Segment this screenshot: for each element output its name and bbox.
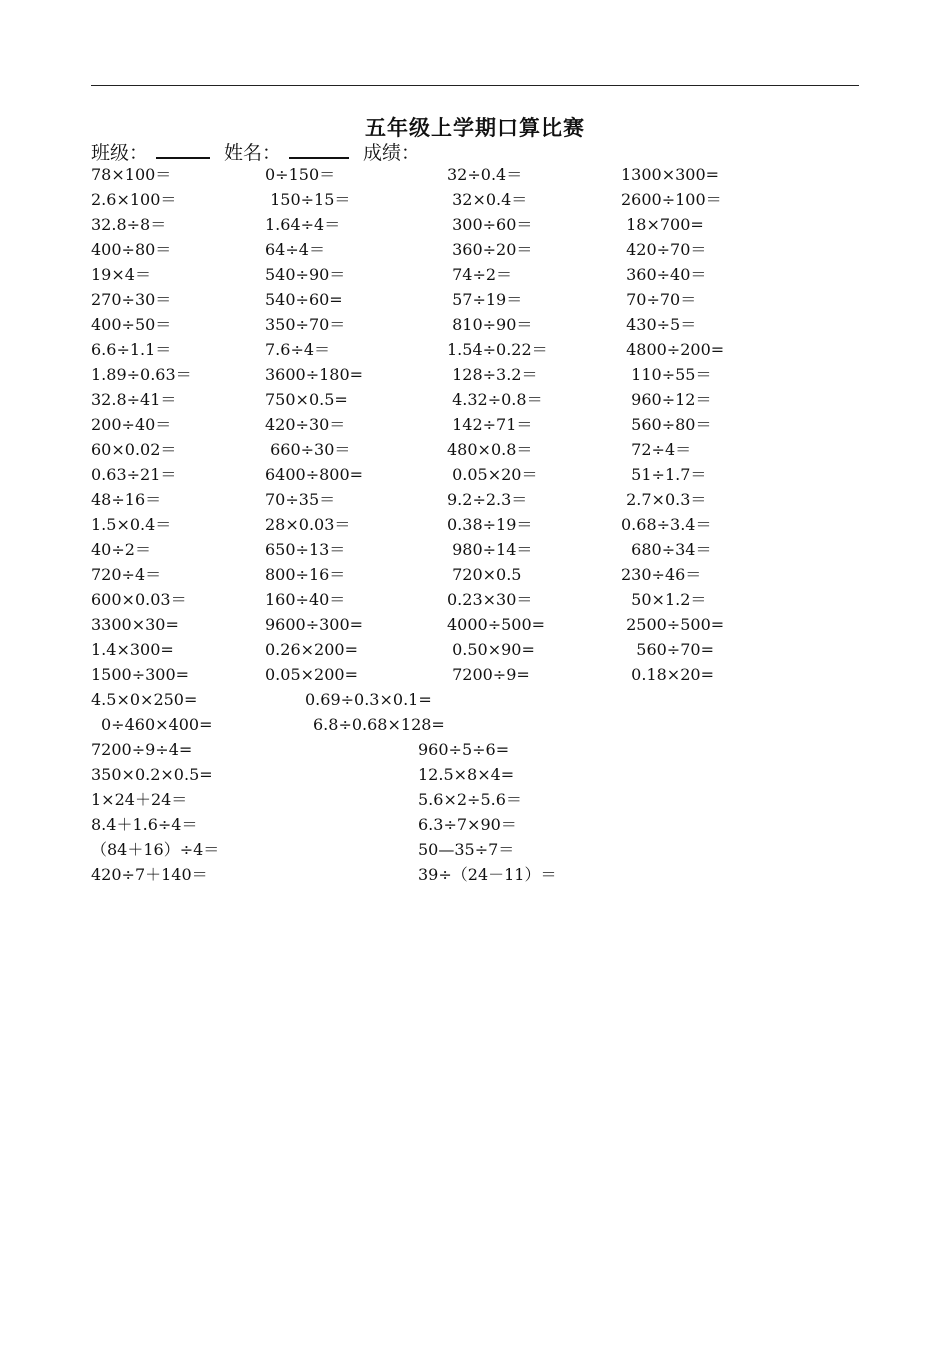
problem-row bbox=[0, 587, 950, 612]
problem-item: 430÷5＝ bbox=[621, 315, 697, 334]
problem-item: 420÷70＝ bbox=[621, 240, 707, 259]
problem-item: 2.7×0.3＝ bbox=[621, 490, 707, 509]
problem-row bbox=[0, 287, 950, 312]
problem-item: 1.64÷4＝ bbox=[265, 215, 341, 234]
problem-item: 600×0.03＝ bbox=[91, 590, 187, 609]
problem-row bbox=[0, 437, 950, 462]
name-blank[interactable] bbox=[289, 139, 349, 159]
problem-row bbox=[0, 662, 950, 687]
problem-item: 160÷40＝ bbox=[265, 590, 346, 609]
problem-item: 28×0.03＝ bbox=[265, 515, 351, 534]
problem-row bbox=[0, 837, 950, 862]
problem-item: 0.50×90= bbox=[447, 640, 535, 659]
problem-row bbox=[0, 562, 950, 587]
problem-row bbox=[0, 537, 950, 562]
problem-item: 5.6×2÷5.6＝ bbox=[418, 790, 522, 809]
problem-row bbox=[0, 637, 950, 662]
problem-item: 300÷60＝ bbox=[447, 215, 533, 234]
problem-row bbox=[0, 312, 950, 337]
problem-item: 40÷2＝ bbox=[91, 540, 151, 559]
class-label: 班级： bbox=[91, 142, 149, 164]
problem-item: 960÷5÷6= bbox=[418, 740, 510, 759]
problem-item: 230÷46＝ bbox=[621, 565, 702, 584]
problem-item: 8.4＋1.6÷4＝ bbox=[91, 815, 198, 834]
score-label: 成绩： bbox=[363, 142, 421, 164]
problem-item: 420÷30＝ bbox=[265, 415, 346, 434]
problem-item: 2500÷500= bbox=[621, 615, 725, 634]
problem-item: 72÷4＝ bbox=[621, 440, 692, 459]
problem-item: 650÷13＝ bbox=[265, 540, 346, 559]
problem-item: 270÷30＝ bbox=[91, 290, 172, 309]
problem-row bbox=[0, 787, 950, 812]
problem-row bbox=[0, 512, 950, 537]
problem-item: 57÷19＝ bbox=[447, 290, 523, 309]
problem-item: 980÷14＝ bbox=[447, 540, 533, 559]
problem-item: 51÷1.7＝ bbox=[621, 465, 707, 484]
problem-item: 0.18×20= bbox=[621, 665, 714, 684]
problem-item: 0÷150＝ bbox=[265, 165, 336, 184]
problem-item: 400÷80＝ bbox=[91, 240, 172, 259]
problem-item: 9600÷300= bbox=[265, 615, 364, 634]
problem-row bbox=[0, 162, 950, 187]
problem-item: 3300×30= bbox=[91, 615, 179, 634]
problem-item: 6.8÷0.68×128= bbox=[313, 715, 445, 734]
problem-row bbox=[0, 612, 950, 637]
student-info-line bbox=[91, 138, 420, 165]
problem-row bbox=[0, 812, 950, 837]
problem-item: （84＋16）÷4＝ bbox=[91, 840, 220, 859]
problem-item: 64÷4＝ bbox=[265, 240, 325, 259]
problem-item: 78×100＝ bbox=[91, 165, 172, 184]
page-title: 五年级上学期口算比赛 bbox=[365, 115, 585, 140]
problem-item: 1300×300= bbox=[621, 165, 720, 184]
problem-row bbox=[0, 237, 950, 262]
problem-item: 150÷15＝ bbox=[265, 190, 351, 209]
problem-row bbox=[0, 362, 950, 387]
problem-item: 810÷90＝ bbox=[447, 315, 533, 334]
problem-item: 0.05×20＝ bbox=[447, 465, 538, 484]
problem-item: 110÷55＝ bbox=[621, 365, 712, 384]
problem-item: 0.26×200= bbox=[265, 640, 358, 659]
problem-item: 350÷70＝ bbox=[265, 315, 346, 334]
problem-row bbox=[0, 737, 950, 762]
problem-item: 720×0.5 bbox=[447, 565, 522, 584]
problem-item: 128÷3.2＝ bbox=[447, 365, 538, 384]
problem-item: 32×0.4＝ bbox=[447, 190, 528, 209]
problem-item: 3600÷180= bbox=[265, 365, 364, 384]
problem-item: 560÷80＝ bbox=[621, 415, 712, 434]
problem-item: 48÷16＝ bbox=[91, 490, 162, 509]
problem-row bbox=[0, 862, 950, 887]
problem-item: 60×0.02＝ bbox=[91, 440, 177, 459]
problem-item: 1.4×300= bbox=[91, 640, 174, 659]
problem-item: 32.8÷41＝ bbox=[91, 390, 177, 409]
problem-item: 420÷7＋140＝ bbox=[91, 865, 208, 884]
problem-item: 1×24＋24＝ bbox=[91, 790, 188, 809]
problem-item: 7.6÷4＝ bbox=[265, 340, 331, 359]
problem-item: 70÷70＝ bbox=[621, 290, 697, 309]
problem-item: 480×0.8＝ bbox=[447, 440, 533, 459]
problem-item: 0.23×30＝ bbox=[447, 590, 533, 609]
problem-item: 4.32÷0.8＝ bbox=[447, 390, 543, 409]
problem-row bbox=[0, 712, 950, 737]
problem-item: 680÷34＝ bbox=[621, 540, 712, 559]
problem-item: 560÷70= bbox=[621, 640, 714, 659]
problem-row bbox=[0, 462, 950, 487]
problem-item: 4000÷500= bbox=[447, 615, 546, 634]
problem-item: 32÷0.4＝ bbox=[447, 165, 523, 184]
problem-item: 350×0.2×0.5= bbox=[91, 765, 213, 784]
problem-item: 660÷30＝ bbox=[265, 440, 351, 459]
problem-item: 70÷35＝ bbox=[265, 490, 336, 509]
problem-item: 1.5×0.4＝ bbox=[91, 515, 172, 534]
problem-item: 0÷460×400= bbox=[101, 715, 213, 734]
problem-item: 74÷2＝ bbox=[447, 265, 513, 284]
problem-item: 360÷20＝ bbox=[447, 240, 533, 259]
problem-row bbox=[0, 412, 950, 437]
problem-item: 0.68÷3.4＝ bbox=[621, 515, 712, 534]
problem-item: 7200÷9÷4= bbox=[91, 740, 193, 759]
problem-item: 750×0.5= bbox=[265, 390, 348, 409]
problem-item: 0.69÷0.3×0.1= bbox=[305, 690, 432, 709]
problem-item: 6400÷800= bbox=[265, 465, 364, 484]
problem-item: 0.63÷21＝ bbox=[91, 465, 177, 484]
top-rule bbox=[91, 85, 859, 86]
problem-row bbox=[0, 487, 950, 512]
problem-item: 32.8÷8＝ bbox=[91, 215, 167, 234]
problem-item: 39÷（24－11）＝ bbox=[418, 865, 557, 884]
name-label: 姓名： bbox=[224, 142, 282, 164]
problem-item: 2600÷100＝ bbox=[621, 190, 722, 209]
problem-item: 2.6×100＝ bbox=[91, 190, 177, 209]
problem-row bbox=[0, 387, 950, 412]
problem-item: 1500÷300= bbox=[91, 665, 190, 684]
problem-row bbox=[0, 687, 950, 712]
problem-item: 4.5×0×250= bbox=[91, 690, 198, 709]
problem-row bbox=[0, 762, 950, 787]
problem-item: 720÷4＝ bbox=[91, 565, 162, 584]
problem-item: 0.38÷19＝ bbox=[447, 515, 533, 534]
problem-item: 12.5×8×4= bbox=[418, 765, 515, 784]
problem-item: 400÷50＝ bbox=[91, 315, 172, 334]
problem-item: 540÷90＝ bbox=[265, 265, 346, 284]
problem-item: 6.3÷7×90＝ bbox=[418, 815, 517, 834]
problem-item: 50×1.2＝ bbox=[621, 590, 707, 609]
problem-item: 800÷16＝ bbox=[265, 565, 346, 584]
problem-item: 960÷12＝ bbox=[621, 390, 712, 409]
problem-item: 1.89÷0.63＝ bbox=[91, 365, 192, 384]
problem-item: 1.54÷0.22＝ bbox=[447, 340, 548, 359]
problem-item: 142÷71＝ bbox=[447, 415, 533, 434]
problem-item: 540÷60= bbox=[265, 290, 343, 309]
problem-item: 18×700= bbox=[621, 215, 704, 234]
problem-item: 6.6÷1.1＝ bbox=[91, 340, 172, 359]
problem-row bbox=[0, 187, 950, 212]
problem-item: 4800÷200= bbox=[621, 340, 725, 359]
problem-item: 7200÷9= bbox=[447, 665, 530, 684]
problem-item: 9.2÷2.3＝ bbox=[447, 490, 528, 509]
class-blank[interactable] bbox=[156, 139, 210, 159]
problem-item: 200÷40＝ bbox=[91, 415, 172, 434]
problem-row bbox=[0, 262, 950, 287]
problem-item: 360÷40＝ bbox=[621, 265, 707, 284]
problem-row bbox=[0, 337, 950, 362]
problem-item: 0.05×200= bbox=[265, 665, 358, 684]
problem-item: 19×4＝ bbox=[91, 265, 151, 284]
problem-row bbox=[0, 212, 950, 237]
problem-item: 50—35÷7＝ bbox=[418, 840, 515, 859]
